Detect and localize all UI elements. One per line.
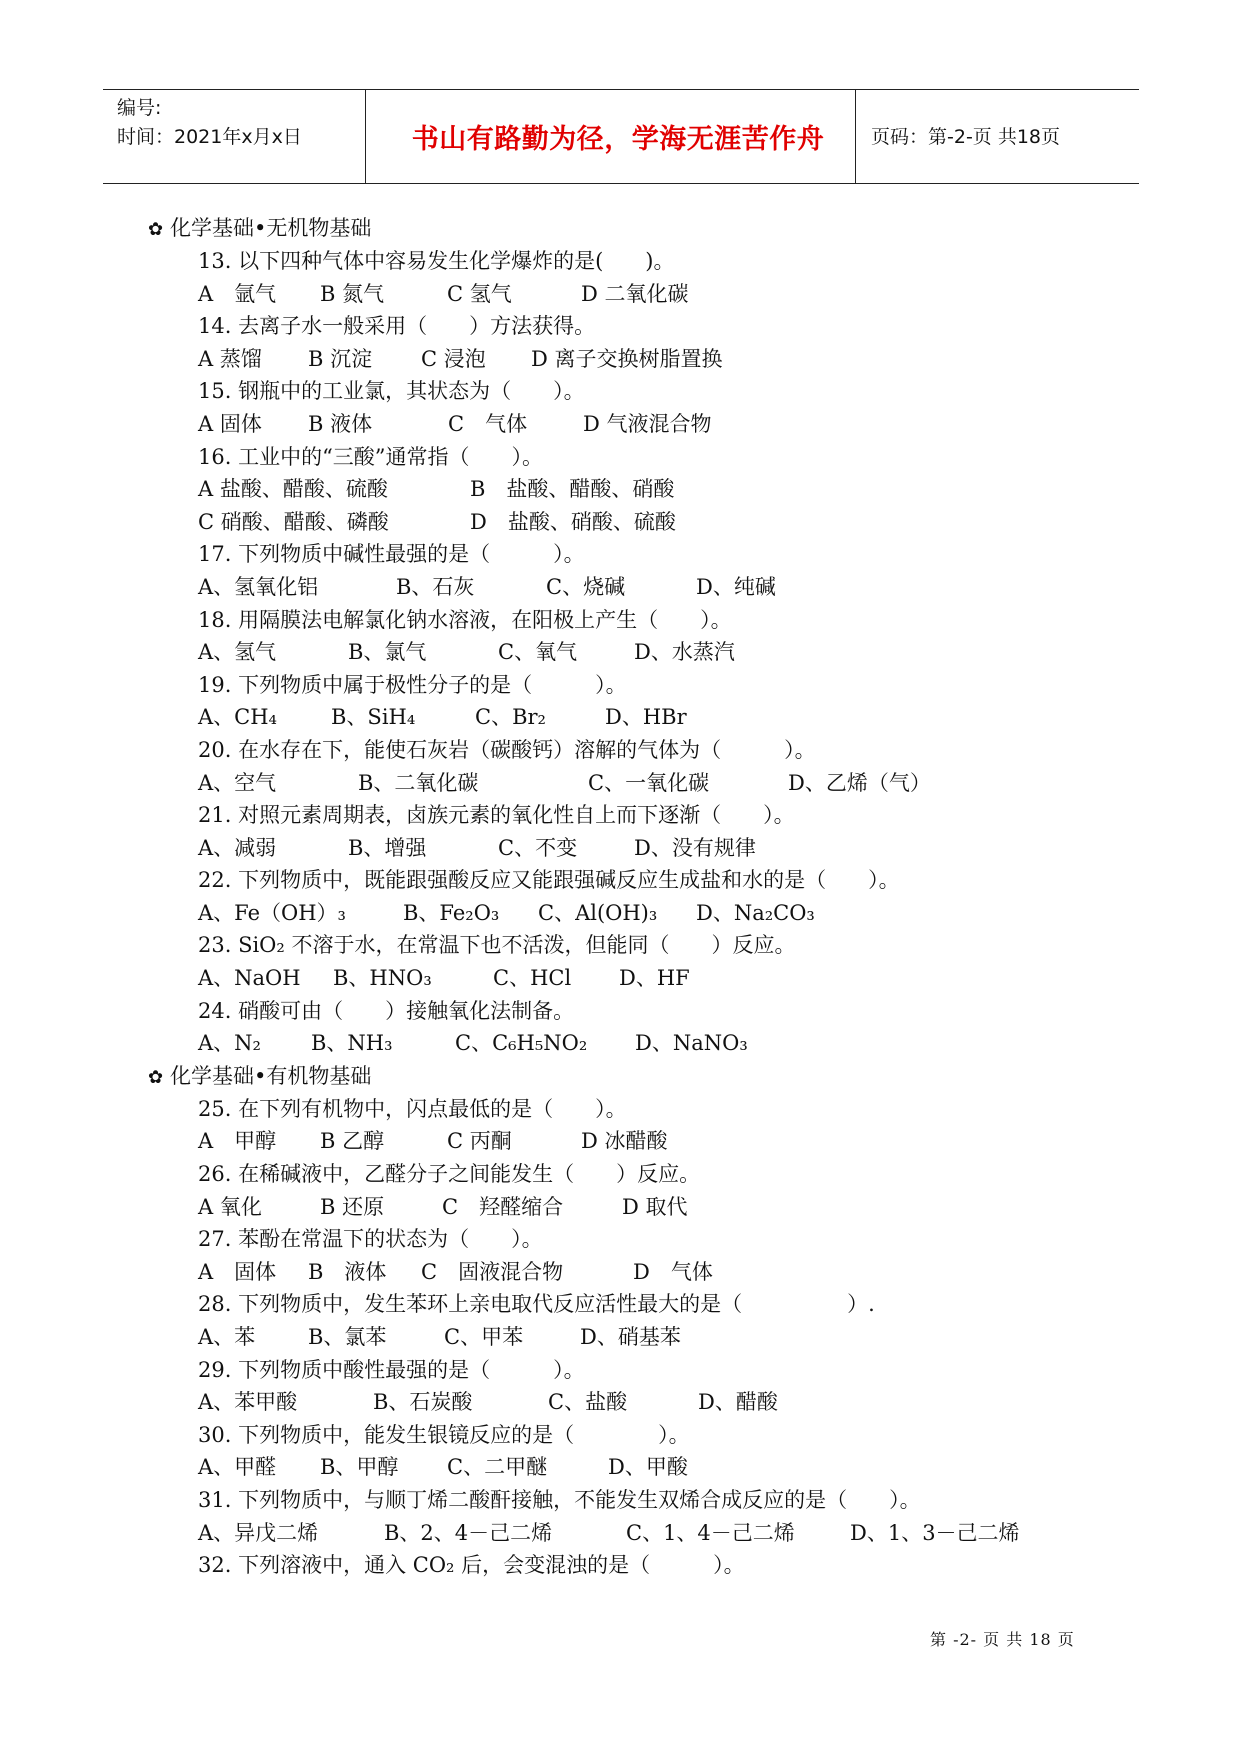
answer-option: A、甲醛 (198, 1455, 277, 1480)
answer-option: A、异戊二烯 (198, 1520, 319, 1545)
answer-options (148, 767, 1128, 800)
answer-options (148, 1517, 1128, 1550)
answer-option: C 固液混合物 (421, 1259, 564, 1284)
answer-option: B 还原 (320, 1194, 385, 1219)
answer-options (148, 897, 1128, 930)
answer-option: C、C₆H₅NO₂ (455, 1031, 588, 1056)
section-heading (148, 1060, 1128, 1093)
flower-icon: ✿ (148, 219, 164, 240)
answer-option: D、HBr (605, 705, 687, 730)
page-footer: 第 -2- 页 共 18 页 (930, 1630, 1075, 1649)
answer-option: C、不变 (498, 835, 578, 860)
answer-option: C 丙酮 (447, 1129, 512, 1154)
answer-option: C 气体 (448, 411, 528, 436)
answer-options (148, 343, 1128, 376)
answer-option: C、二甲醚 (447, 1455, 548, 1480)
answer-option: B、甲醇 (320, 1455, 399, 1480)
answer-option: D 二氧化碳 (581, 281, 689, 306)
answer-option: B、石炭酸 (373, 1390, 473, 1415)
answer-option: C 硝酸、醋酸、磷酸 (198, 509, 389, 534)
answer-option: D 冰醋酸 (581, 1129, 668, 1154)
section-title: 化学基础•无机物基础 (170, 216, 372, 240)
answer-option: A、NaOH (198, 966, 301, 991)
question-text: 17. 下列物质中碱性最强的是（ ）。 (198, 542, 585, 567)
answer-option: B 沉淀 (308, 346, 373, 371)
page-header (103, 89, 1139, 184)
answer-option: D、HF (619, 966, 690, 991)
answer-option: A 氩气 (198, 281, 277, 306)
answer-options (148, 1191, 1128, 1224)
question-text: 26. 在稀碱液中，乙醛分子之间能发生（ ）反应。 (198, 1162, 701, 1187)
answer-option: D、乙烯（气） (788, 770, 931, 795)
answer-options (148, 1451, 1128, 1484)
answer-options (148, 1321, 1128, 1354)
header-page-code: 页码：第-2-页 共18页 (871, 126, 1061, 148)
answer-option: B、增强 (348, 835, 427, 860)
answer-option: D 离子交换树脂置换 (531, 346, 723, 371)
answer-options (148, 408, 1128, 441)
answer-option: D 气体 (633, 1259, 713, 1284)
answer-option: A、Fe（OH）₃ (198, 900, 346, 925)
answer-options (148, 1386, 1128, 1419)
answer-option: A、氢氧化铝 (198, 574, 319, 599)
answer-option: D 取代 (622, 1194, 688, 1219)
answer-option: D、Na₂CO₃ (696, 900, 815, 925)
answer-option: A 固体 (198, 1259, 277, 1284)
answer-option: C、盐酸 (548, 1390, 628, 1415)
answer-option: C、Al(OH)₃ (538, 900, 658, 925)
answer-option: A、苯 (198, 1325, 256, 1349)
answer-option: C、烧碱 (546, 574, 626, 599)
answer-option: B、石灰 (396, 574, 475, 599)
answer-option: B、氯气 (348, 640, 427, 665)
flower-icon: ✿ (148, 1066, 164, 1088)
question-text: 14. 去离子水一般采用（ ）方法获得。 (198, 314, 596, 339)
header-meta (117, 94, 302, 152)
question-text: 31. 下列物质中，与顺丁烯二酸酐接触，不能发生双烯合成反应的是（ ）。 (198, 1487, 921, 1512)
answer-option: A、减弱 (198, 835, 277, 860)
answer-option: C、甲苯 (444, 1325, 524, 1349)
answer-option: C 羟醛缩合 (442, 1194, 564, 1219)
header-motto: 书山有路勤为径，学海无涯苦作舟 (411, 124, 825, 155)
answer-options (148, 636, 1128, 669)
answer-option: A、N₂ (198, 1031, 261, 1056)
answer-option: B、二氧化碳 (358, 770, 479, 795)
question-text: 20. 在水存在下，能使石灰岩（碳酸钙）溶解的气体为（ ）。 (198, 737, 816, 762)
question-text: 24. 硝酸可由（ ）接触氧化法制备。 (198, 998, 575, 1023)
section-heading (148, 212, 1128, 245)
answer-option: C 氢气 (447, 281, 512, 306)
answer-options (148, 473, 1128, 506)
answer-option: D 盐酸、硝酸、硫酸 (470, 509, 676, 534)
question-list (148, 212, 1128, 1582)
answer-option: A、苯甲酸 (198, 1390, 298, 1415)
header-divider (855, 90, 856, 183)
question-text: 32. 下列溶液中，通入 CO₂ 后，会变混浊的是（ ）。 (198, 1553, 745, 1578)
question-text: 22. 下列物质中，既能跟强酸反应又能跟强碱反应生成盐和水的是（ ）。 (198, 868, 900, 893)
answer-option: A 甲醇 (198, 1129, 277, 1154)
question-text: 13. 以下四种气体中容易发生化学爆炸的是( )。 (198, 249, 675, 273)
answer-option: D、1、3－己二烯 (850, 1520, 1020, 1545)
answer-option: D、甲酸 (608, 1455, 688, 1480)
time-label: 时间：2021年x月x日 (117, 126, 302, 148)
question-text: 21. 对照元素周期表，卤族元素的氧化性自上而下逐渐（ ）。 (198, 803, 795, 828)
question-text: 29. 下列物质中酸性最强的是（ ）。 (198, 1357, 585, 1382)
answer-option: A 蒸馏 (198, 346, 262, 371)
answer-option: D、NaNO₃ (635, 1031, 748, 1056)
answer-option: C、氧气 (498, 640, 578, 665)
answer-option: C、HCl (493, 966, 572, 991)
answer-option: A、CH₄ (198, 705, 277, 730)
question-text: 15. 钢瓶中的工业氯，其状态为（ ）。 (198, 379, 585, 404)
answer-options (148, 701, 1128, 734)
answer-option: D 气液混合物 (583, 411, 712, 436)
answer-option: C、1、4－己二烯 (626, 1520, 795, 1545)
answer-option: B、HNO₃ (333, 966, 432, 991)
number-label: 编号: (117, 97, 162, 119)
answer-option: D、醋酸 (698, 1390, 778, 1415)
answer-options (148, 1125, 1128, 1158)
answer-option: D、水蒸汽 (634, 640, 735, 665)
answer-option: D、硝基苯 (580, 1325, 681, 1349)
answer-option: B、SiH₄ (331, 705, 416, 730)
answer-option: C、Br₂ (475, 705, 546, 730)
answer-option: A 固体 (198, 411, 262, 436)
answer-option: C、一氧化碳 (588, 770, 710, 795)
answer-options (148, 571, 1128, 604)
question-text: 27. 苯酚在常温下的状态为（ ）。 (198, 1227, 543, 1252)
answer-option: A、空气 (198, 770, 277, 795)
answer-option: D、纯碱 (696, 574, 776, 599)
answer-option: B、Fe₂O₃ (403, 900, 500, 925)
answer-option: D、没有规律 (634, 835, 756, 860)
question-text: 19. 下列物质中属于极性分子的是（ ）。 (198, 672, 627, 697)
question-text: 23. SiO₂ 不溶于水，在常温下也不活泼，但能同（ ）反应。 (198, 933, 796, 958)
question-text: 18. 用隔膜法电解氯化钠水溶液，在阳极上产生（ ）。 (198, 607, 732, 632)
question-text: 25. 在下列有机物中，闪点最低的是（ ）。 (198, 1096, 627, 1121)
answer-option: B、氯苯 (308, 1325, 387, 1349)
answer-option: B 液体 (308, 411, 373, 436)
answer-option: C 浸泡 (421, 346, 486, 371)
answer-options (148, 1027, 1128, 1060)
section-title: 化学基础•有机物基础 (170, 1063, 372, 1088)
question-text: 30. 下列物质中，能发生银镜反应的是（ ）。 (198, 1422, 690, 1447)
answer-option: A、氢气 (198, 640, 277, 665)
answer-option: A 盐酸、醋酸、硫酸 (198, 477, 388, 502)
answer-options (148, 278, 1128, 311)
answer-option: B 液体 (308, 1259, 387, 1284)
answer-options (148, 832, 1128, 865)
answer-option: A 氧化 (198, 1194, 262, 1219)
answer-options (148, 962, 1128, 995)
answer-option: B 氮气 (320, 281, 385, 306)
question-text: 16. 工业中的“三酸”通常指（ ）。 (198, 444, 544, 469)
question-text: 28. 下列物质中，发生苯环上亲电取代反应活性最大的是（ ）. (198, 1292, 875, 1317)
answer-option: B、NH₃ (311, 1031, 393, 1056)
header-divider (365, 90, 366, 183)
answer-option: B、2、4－己二烯 (384, 1520, 553, 1545)
answer-options (148, 1256, 1128, 1289)
answer-option: B 乙醇 (320, 1129, 385, 1154)
answer-options (148, 506, 1128, 539)
answer-option: B 盐酸、醋酸、硝酸 (470, 477, 675, 502)
